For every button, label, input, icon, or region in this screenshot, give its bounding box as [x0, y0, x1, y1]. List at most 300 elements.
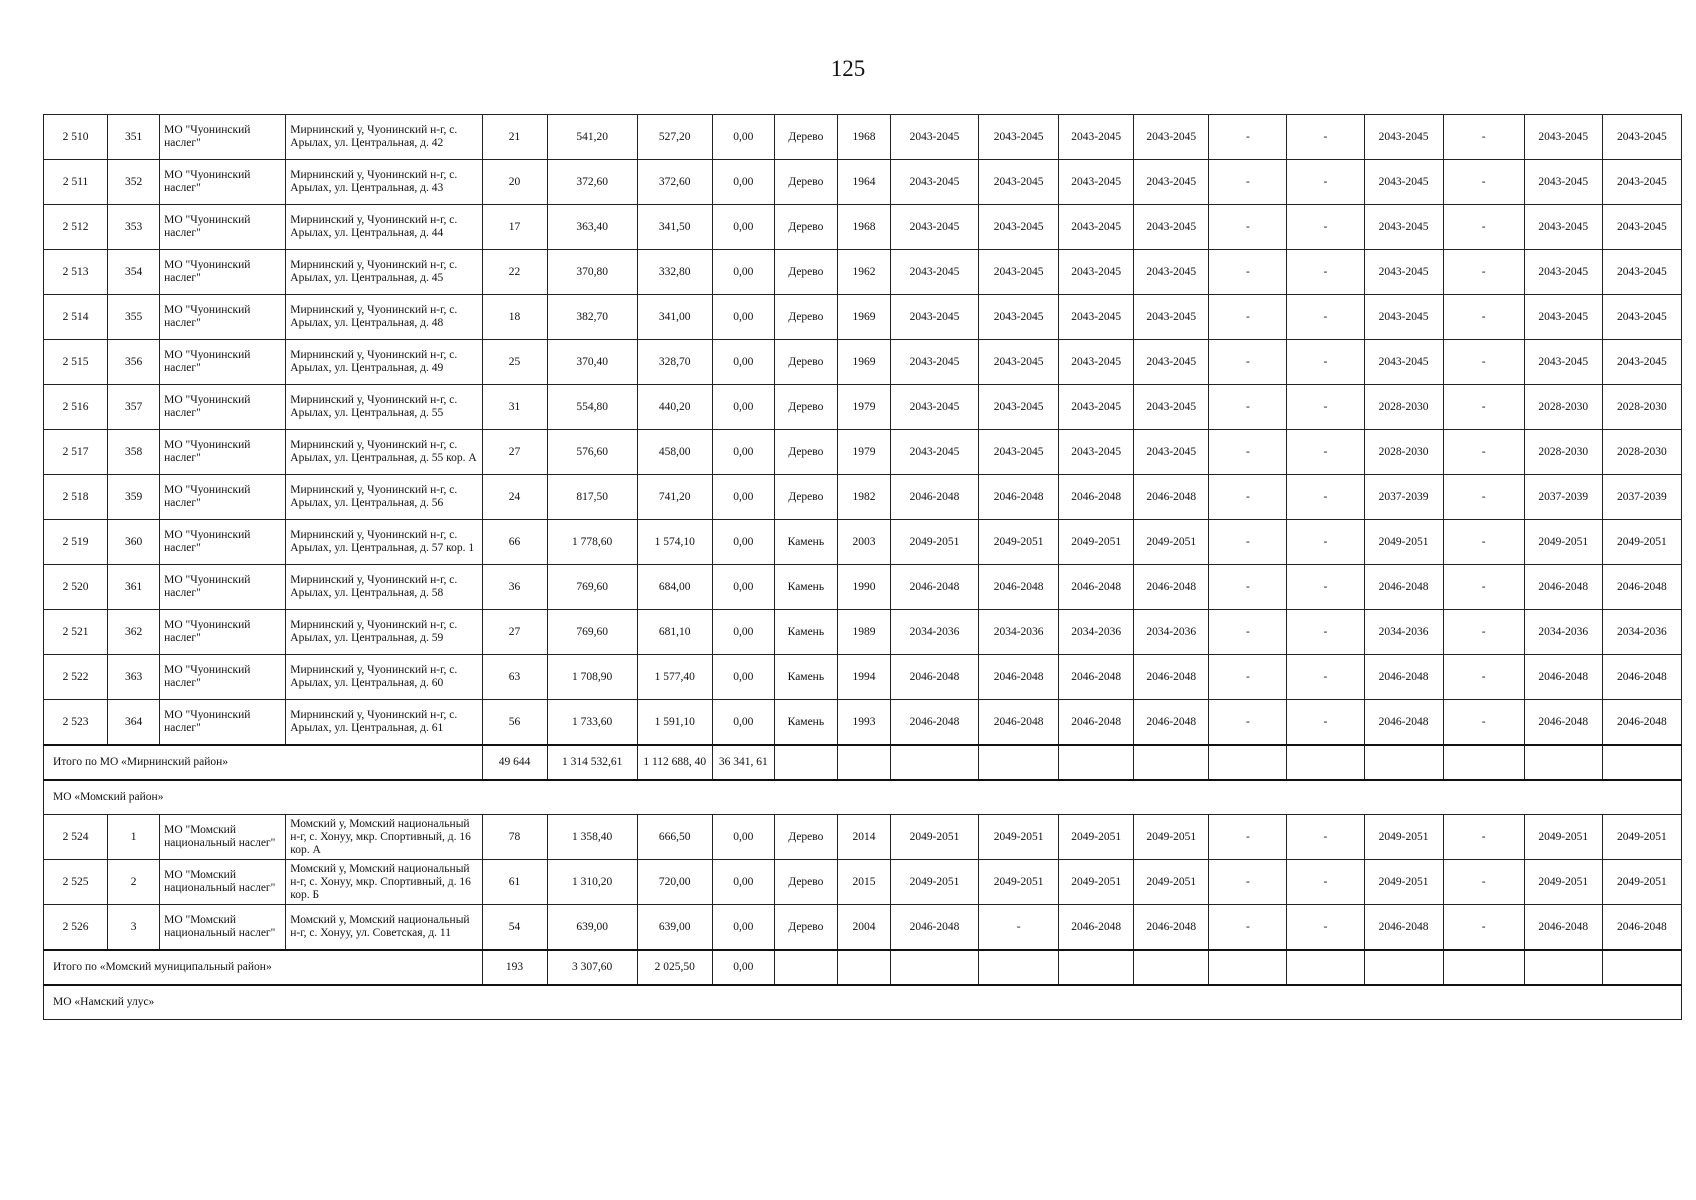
table-cell: - [1443, 520, 1524, 565]
page-number: 125 [830, 56, 866, 81]
table-cell: 2046-2048 [1134, 565, 1209, 610]
table-row [44, 700, 1682, 746]
table-cell: 2046-2048 [890, 905, 978, 951]
table-cell: 2 514 [44, 295, 108, 340]
table-cell: - [1287, 815, 1364, 860]
table-cell: 17 [482, 205, 547, 250]
table-cell: МО "Чуонинский наслег" [160, 520, 286, 565]
table-cell: 720,00 [637, 860, 712, 905]
table-cell: 2046-2048 [1364, 905, 1443, 951]
table-cell: 2028-2030 [1602, 430, 1681, 475]
table-cell: 2 511 [44, 160, 108, 205]
table-cell: 2046-2048 [979, 700, 1059, 746]
table-cell: 741,20 [637, 475, 712, 520]
table-cell: Момский у, Момский национальный н-г, с. Хонуу, ул. Советская, д. 11 [286, 905, 482, 951]
table-cell: МО "Чуонинский наслег" [160, 295, 286, 340]
table-cell: 2034-2036 [1602, 610, 1681, 655]
table-cell: 1 591,10 [637, 700, 712, 746]
total-row [44, 745, 1682, 780]
table-cell: 359 [108, 475, 160, 520]
table-cell: 2049-2051 [1364, 860, 1443, 905]
table-cell: 2004 [837, 905, 890, 951]
housing-registry-table [43, 114, 1682, 1020]
table-cell: Мирнинский у, Чуонинский н-г, с. Арылах, ул. Центральная, д. 42 [286, 115, 482, 160]
table-cell: 27 [482, 610, 547, 655]
table-cell: 3 307,60 [547, 950, 637, 985]
table-cell: 2043-2045 [1059, 160, 1134, 205]
table-cell: 554,80 [547, 385, 637, 430]
table-cell: - [1443, 905, 1524, 951]
table-cell: 372,60 [637, 160, 712, 205]
table-cell: - [1443, 655, 1524, 700]
table-cell: 360 [108, 520, 160, 565]
table-cell: Дерево [774, 250, 837, 295]
table-cell: Мирнинский у, Чуонинский н-г, с. Арылах, ул. Центральная, д. 55 кор. А [286, 430, 482, 475]
table-cell: МО "Чуонинский наслег" [160, 610, 286, 655]
table-cell: 341,00 [637, 295, 712, 340]
table-cell: МО "Чуонинский наслег" [160, 430, 286, 475]
table-cell: 21 [482, 115, 547, 160]
table-cell: 2043-2045 [1602, 115, 1681, 160]
table-cell: - [1443, 295, 1524, 340]
table-cell: 2043-2045 [1602, 295, 1681, 340]
table-cell: 27 [482, 430, 547, 475]
table-cell: 2049-2051 [1364, 815, 1443, 860]
table-cell: 25 [482, 340, 547, 385]
table-cell: 2043-2045 [890, 430, 978, 475]
section-header-row [44, 780, 1682, 815]
table-cell: Мирнинский у, Чуонинский н-г, с. Арылах, ул. Центральная, д. 44 [286, 205, 482, 250]
table-cell: 2 520 [44, 565, 108, 610]
table-cell: 2043-2045 [979, 205, 1059, 250]
table-row [44, 610, 1682, 655]
table-cell: Дерево [774, 340, 837, 385]
table-cell: 2043-2045 [979, 340, 1059, 385]
table-cell: 2 513 [44, 250, 108, 295]
table-cell: 332,80 [637, 250, 712, 295]
empty-cell [1443, 950, 1524, 985]
empty-cell [979, 950, 1059, 985]
table-cell: - [1443, 475, 1524, 520]
table-cell: МО "Чуонинский наслег" [160, 655, 286, 700]
table-cell: Камень [774, 700, 837, 746]
table-cell: 36 [482, 565, 547, 610]
table-cell: 1990 [837, 565, 890, 610]
table-cell: 2028-2030 [1364, 385, 1443, 430]
table-cell: 2043-2045 [1524, 115, 1602, 160]
table-cell: 2049-2051 [979, 520, 1059, 565]
table-cell: Мирнинский у, Чуонинский н-г, с. Арылах, ул. Центральная, д. 45 [286, 250, 482, 295]
table-cell: - [1443, 565, 1524, 610]
table-cell: 370,40 [547, 340, 637, 385]
table-cell: 2043-2045 [1602, 340, 1681, 385]
table-cell: МО "Момский национальный наслег" [160, 905, 286, 951]
table-cell: 2043-2045 [1059, 115, 1134, 160]
empty-cell [1364, 745, 1443, 780]
table-cell: 2049-2051 [1059, 860, 1134, 905]
table-cell: 0,00 [712, 115, 774, 160]
table-cell: 2043-2045 [979, 430, 1059, 475]
table-cell: 2046-2048 [979, 565, 1059, 610]
table-cell: 356 [108, 340, 160, 385]
table-cell: 2034-2036 [979, 610, 1059, 655]
empty-cell [890, 745, 978, 780]
table-cell: 2043-2045 [890, 160, 978, 205]
table-cell: 1 778,60 [547, 520, 637, 565]
table-cell: 2034-2036 [1524, 610, 1602, 655]
table-cell: 1 708,90 [547, 655, 637, 700]
table-cell: 2046-2048 [1602, 905, 1681, 951]
table-cell: - [1287, 565, 1364, 610]
table-cell: 1969 [837, 295, 890, 340]
table-cell: 2049-2051 [890, 815, 978, 860]
table-cell: 2046-2048 [1524, 565, 1602, 610]
table-cell: - [1287, 610, 1364, 655]
empty-cell [1364, 950, 1443, 985]
table-cell: 2028-2030 [1524, 385, 1602, 430]
table-cell: 2043-2045 [1524, 160, 1602, 205]
table-cell: 769,60 [547, 565, 637, 610]
table-cell: 2 526 [44, 905, 108, 951]
table-cell: 2049-2051 [979, 860, 1059, 905]
table-cell: 684,00 [637, 565, 712, 610]
table-cell: 2034-2036 [890, 610, 978, 655]
table-cell: - [1209, 905, 1287, 951]
table-cell: 1994 [837, 655, 890, 700]
table-cell: 2049-2051 [1602, 815, 1681, 860]
table-cell: - [1443, 250, 1524, 295]
table-cell: 0,00 [712, 475, 774, 520]
table-cell: 24 [482, 475, 547, 520]
table-cell: Дерево [774, 115, 837, 160]
empty-cell [890, 950, 978, 985]
table-cell: 362 [108, 610, 160, 655]
table-row [44, 430, 1682, 475]
table-cell: 2046-2048 [890, 475, 978, 520]
table-cell: 2043-2045 [1059, 340, 1134, 385]
table-cell: 353 [108, 205, 160, 250]
table-cell: 56 [482, 700, 547, 746]
empty-cell [1209, 950, 1287, 985]
table-row [44, 905, 1682, 951]
empty-cell [1209, 745, 1287, 780]
table-cell: 2049-2051 [1134, 520, 1209, 565]
table-cell: 2043-2045 [1134, 115, 1209, 160]
table-cell: 355 [108, 295, 160, 340]
table-cell: 341,50 [637, 205, 712, 250]
table-row [44, 520, 1682, 565]
table-cell: Камень [774, 610, 837, 655]
table-cell: Момский у, Момский национальный н-г, с. Хонуу, мкр. Спортивный, д. 16 кор. А [286, 815, 482, 860]
total-row [44, 950, 1682, 985]
table-cell: 2 524 [44, 815, 108, 860]
table-cell: Дерево [774, 295, 837, 340]
table-cell: 2043-2045 [979, 295, 1059, 340]
total-label: Итого по «Момский муниципальный район» [44, 950, 483, 985]
table-cell: МО "Чуонинский наслег" [160, 205, 286, 250]
table-cell: 2015 [837, 860, 890, 905]
table-cell: 20 [482, 160, 547, 205]
table-row [44, 655, 1682, 700]
table-cell: 2046-2048 [1134, 905, 1209, 951]
table-cell: 2037-2039 [1602, 475, 1681, 520]
table-cell: - [1287, 905, 1364, 951]
empty-cell [1524, 745, 1602, 780]
table-cell: Камень [774, 655, 837, 700]
table-cell: 2 518 [44, 475, 108, 520]
table-cell: 363,40 [547, 205, 637, 250]
table-cell: 681,10 [637, 610, 712, 655]
table-cell: 0,00 [712, 905, 774, 951]
table-cell: 2049-2051 [1602, 860, 1681, 905]
table-cell: - [1209, 475, 1287, 520]
table-cell: 2043-2045 [1364, 160, 1443, 205]
table-cell: 364 [108, 700, 160, 746]
table-cell: - [1209, 520, 1287, 565]
table-cell: 2043-2045 [1134, 160, 1209, 205]
table-cell: 54 [482, 905, 547, 951]
table-cell: - [1287, 385, 1364, 430]
table-cell: МО "Чуонинский наслег" [160, 115, 286, 160]
table-cell: 576,60 [547, 430, 637, 475]
table-cell: 2043-2045 [979, 250, 1059, 295]
table-cell: 2043-2045 [1134, 205, 1209, 250]
table-cell: 2043-2045 [1059, 430, 1134, 475]
table-cell: 2043-2045 [890, 205, 978, 250]
table-cell: 2046-2048 [979, 655, 1059, 700]
table-cell: 541,20 [547, 115, 637, 160]
table-cell: 2046-2048 [1134, 655, 1209, 700]
table-cell: 2046-2048 [1364, 565, 1443, 610]
table-cell: 2049-2051 [1524, 815, 1602, 860]
table-cell: Мирнинский у, Чуонинский н-г, с. Арылах, ул. Центральная, д. 61 [286, 700, 482, 746]
table-cell: 0,00 [712, 430, 774, 475]
table-cell: 2043-2045 [1134, 250, 1209, 295]
table-cell: 2028-2030 [1602, 385, 1681, 430]
table-cell: - [1287, 430, 1364, 475]
table-cell: Дерево [774, 160, 837, 205]
table-cell: 363 [108, 655, 160, 700]
table-cell: 2037-2039 [1524, 475, 1602, 520]
table-cell: МО "Чуонинский наслег" [160, 160, 286, 205]
table-cell: 2046-2048 [1524, 655, 1602, 700]
empty-cell [837, 950, 890, 985]
table-cell: 2046-2048 [890, 565, 978, 610]
table-cell: 2 525 [44, 860, 108, 905]
table-cell: Мирнинский у, Чуонинский н-г, с. Арылах, ул. Центральная, д. 49 [286, 340, 482, 385]
table-cell: 2046-2048 [1059, 565, 1134, 610]
table-cell: 1 358,40 [547, 815, 637, 860]
table-cell: 2043-2045 [979, 115, 1059, 160]
table-cell: 1962 [837, 250, 890, 295]
table-cell: 1 310,20 [547, 860, 637, 905]
table-cell: 193 [482, 950, 547, 985]
table-cell: 328,70 [637, 340, 712, 385]
table-cell: 2034-2036 [1059, 610, 1134, 655]
table-cell: Дерево [774, 205, 837, 250]
table-cell: 2043-2045 [1524, 205, 1602, 250]
table-cell: Камень [774, 565, 837, 610]
table-cell: - [1443, 340, 1524, 385]
table-cell: 2043-2045 [890, 295, 978, 340]
table-cell: 370,80 [547, 250, 637, 295]
table-row [44, 565, 1682, 610]
table-cell: 351 [108, 115, 160, 160]
table-cell: 2 516 [44, 385, 108, 430]
table-cell: 1989 [837, 610, 890, 655]
table-cell: 2043-2045 [890, 250, 978, 295]
table-cell: 2034-2036 [1134, 610, 1209, 655]
table-cell: 0,00 [712, 340, 774, 385]
table-cell: 18 [482, 295, 547, 340]
table-cell: 22 [482, 250, 547, 295]
table-cell: 1969 [837, 340, 890, 385]
table-cell: - [1287, 655, 1364, 700]
table-cell: 639,00 [547, 905, 637, 951]
table-cell: - [1287, 160, 1364, 205]
table-cell: 1 574,10 [637, 520, 712, 565]
table-cell: 2046-2048 [979, 475, 1059, 520]
table-cell: 3 [108, 905, 160, 951]
section-title: МО «Намский улус» [44, 985, 1682, 1020]
table-cell: 2043-2045 [1602, 160, 1681, 205]
table-cell: МО "Момский национальный наслег" [160, 815, 286, 860]
table-cell: - [1287, 295, 1364, 340]
table-cell: 0,00 [712, 655, 774, 700]
table-cell: 2046-2048 [1134, 475, 1209, 520]
table-cell: 0,00 [712, 815, 774, 860]
empty-cell [774, 745, 837, 780]
table-row [44, 250, 1682, 295]
empty-cell [1602, 745, 1681, 780]
table-cell: 31 [482, 385, 547, 430]
table-cell: 2043-2045 [1602, 250, 1681, 295]
table-cell: 2046-2048 [1602, 655, 1681, 700]
table-cell: 2 [108, 860, 160, 905]
table-cell: Мирнинский у, Чуонинский н-г, с. Арылах, ул. Центральная, д. 56 [286, 475, 482, 520]
table-cell: 2037-2039 [1364, 475, 1443, 520]
table-cell: 2 517 [44, 430, 108, 475]
table-cell: - [1443, 115, 1524, 160]
table-cell: 2049-2051 [1364, 520, 1443, 565]
table-cell: 2046-2048 [1524, 700, 1602, 746]
table-cell: 2049-2051 [890, 520, 978, 565]
table-cell: 0,00 [712, 205, 774, 250]
table-cell: 2046-2048 [1059, 655, 1134, 700]
table-cell: - [1209, 565, 1287, 610]
table-cell: 372,60 [547, 160, 637, 205]
table-cell: 0,00 [712, 160, 774, 205]
table-cell: - [1287, 115, 1364, 160]
table-cell: 1982 [837, 475, 890, 520]
table-cell: 2046-2048 [890, 700, 978, 746]
table-cell: 2028-2030 [1524, 430, 1602, 475]
table-cell: 2046-2048 [890, 655, 978, 700]
table-cell: 382,70 [547, 295, 637, 340]
table-cell: 2043-2045 [1524, 250, 1602, 295]
table-row [44, 340, 1682, 385]
empty-cell [1524, 950, 1602, 985]
table-cell: 2028-2030 [1364, 430, 1443, 475]
table-cell: 2046-2048 [1059, 475, 1134, 520]
table-cell: - [1443, 205, 1524, 250]
empty-cell [774, 950, 837, 985]
table-cell: 2049-2051 [1059, 815, 1134, 860]
table-cell: 2043-2045 [1364, 205, 1443, 250]
table-cell: Дерево [774, 905, 837, 951]
empty-cell [1134, 950, 1209, 985]
table-cell: 527,20 [637, 115, 712, 160]
table-cell: Мирнинский у, Чуонинский н-г, с. Арылах, ул. Центральная, д. 60 [286, 655, 482, 700]
table-cell: - [1287, 700, 1364, 746]
table-cell: - [1443, 160, 1524, 205]
table-cell: - [1287, 520, 1364, 565]
table-cell: 357 [108, 385, 160, 430]
table-cell: 2 521 [44, 610, 108, 655]
empty-cell [1059, 745, 1134, 780]
table-cell: 2043-2045 [1524, 295, 1602, 340]
table-cell: 1968 [837, 205, 890, 250]
table-row [44, 815, 1682, 860]
table-cell: 2003 [837, 520, 890, 565]
table-cell: 61 [482, 860, 547, 905]
table-cell: 0,00 [712, 950, 774, 985]
table-cell: 2 523 [44, 700, 108, 746]
table-cell: Дерево [774, 815, 837, 860]
table-cell: 361 [108, 565, 160, 610]
table-cell: Дерево [774, 475, 837, 520]
table-cell: 2043-2045 [1059, 205, 1134, 250]
table-cell: Камень [774, 520, 837, 565]
empty-cell [837, 745, 890, 780]
table-cell: МО "Чуонинский наслег" [160, 385, 286, 430]
table-row [44, 205, 1682, 250]
empty-cell [1287, 745, 1364, 780]
table-cell: 1964 [837, 160, 890, 205]
table-cell: 2049-2051 [1602, 520, 1681, 565]
table-cell: 2043-2045 [890, 115, 978, 160]
table-cell: 2043-2045 [1364, 340, 1443, 385]
table-cell: 2043-2045 [1602, 205, 1681, 250]
table-cell: 49 644 [482, 745, 547, 780]
table-cell: 2049-2051 [1059, 520, 1134, 565]
table-row [44, 860, 1682, 905]
table-cell: МО "Чуонинский наслег" [160, 340, 286, 385]
table-cell: 1 112 688, 40 [637, 745, 712, 780]
table-cell: 2049-2051 [890, 860, 978, 905]
table-cell: 63 [482, 655, 547, 700]
table-cell: 0,00 [712, 520, 774, 565]
table-cell: Мирнинский у, Чуонинский н-г, с. Арылах, ул. Центральная, д. 57 кор. 1 [286, 520, 482, 565]
table-cell: МО "Чуонинский наслег" [160, 565, 286, 610]
table-cell: 2046-2048 [1134, 700, 1209, 746]
table-cell: 817,50 [547, 475, 637, 520]
table-cell: МО "Момский национальный наслег" [160, 860, 286, 905]
table-cell: 1 [108, 815, 160, 860]
table-cell: - [1287, 340, 1364, 385]
table-cell: 2043-2045 [1059, 250, 1134, 295]
table-cell: 2049-2051 [1524, 520, 1602, 565]
table-cell: 2046-2048 [1602, 565, 1681, 610]
table-cell: МО "Чуонинский наслег" [160, 700, 286, 746]
table-cell: 2034-2036 [1364, 610, 1443, 655]
empty-cell [1287, 950, 1364, 985]
table-cell: 36 341, 61 [712, 745, 774, 780]
table-cell: - [1443, 815, 1524, 860]
table-cell: 0,00 [712, 385, 774, 430]
table-cell: 2046-2048 [1524, 905, 1602, 951]
table-cell: 2043-2045 [1059, 385, 1134, 430]
